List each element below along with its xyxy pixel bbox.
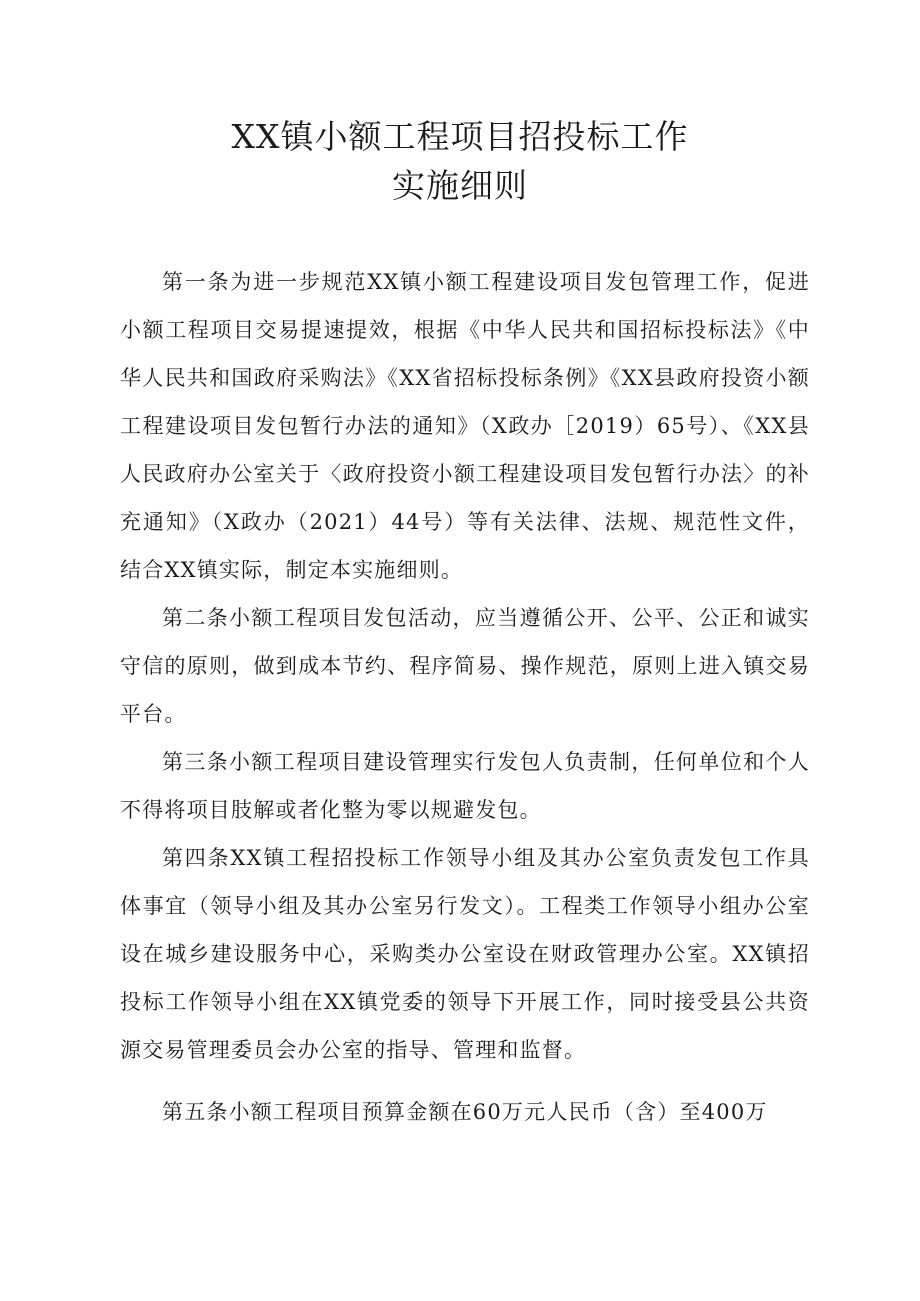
document-body [120,258,810,1136]
article-3: 第三条小额工程项目建设管理实行发包人负责制，任何单位和个人不得将项目肢解或者化整为零以规避发包。 [120,750,810,822]
article-2: 第二条小额工程项目发包活动，应当遵循公开、公平、公正和诚实守信的原则，做到成本节约、程序简易、操作规范，原则上进入镇交易平台。 [120,606,810,726]
document-subtitle: 实施细则 [392,166,528,205]
document-title: XX镇小额工程项目招投标工作 [231,117,689,156]
article-1: 第一条为进一步规范XX镇小额工程建设项目发包管理工作，促进小额工程项目交易提速提效，根据《中华人民共和国招标投标法》《中华人民共和国政府采购法》《XX省招标投标条例》《XX县政府投资小额工程建设项目发包暂行办法的通知》（X政办［2019）65号）、《XX县人民政府办公室关于〈政府投资小额工程建设项目发包暂行办法〉的补充通知》（X政办（2021）44号）等有关法律、法规、规范性文件，结合XX镇实际，制定本实施细则。 [120,270,810,582]
article-5: 第五条小额工程项目预算金额在60万元人民币（含）至400万 [162,1100,768,1124]
article-4: 第四条XX镇工程招投标工作领导小组及其办公室负责发包工作具体事宜（领导小组及其办公室另行发文）。工程类工作领导小组办公室设在城乡建设服务中心，采购类办公室设在财政管理办公室。XX镇招投标工作领导小组在XX镇党委的领导下开展工作，同时接受县公共资源交易管理委员会办公室的指导、管理和监督。 [120,846,810,1062]
